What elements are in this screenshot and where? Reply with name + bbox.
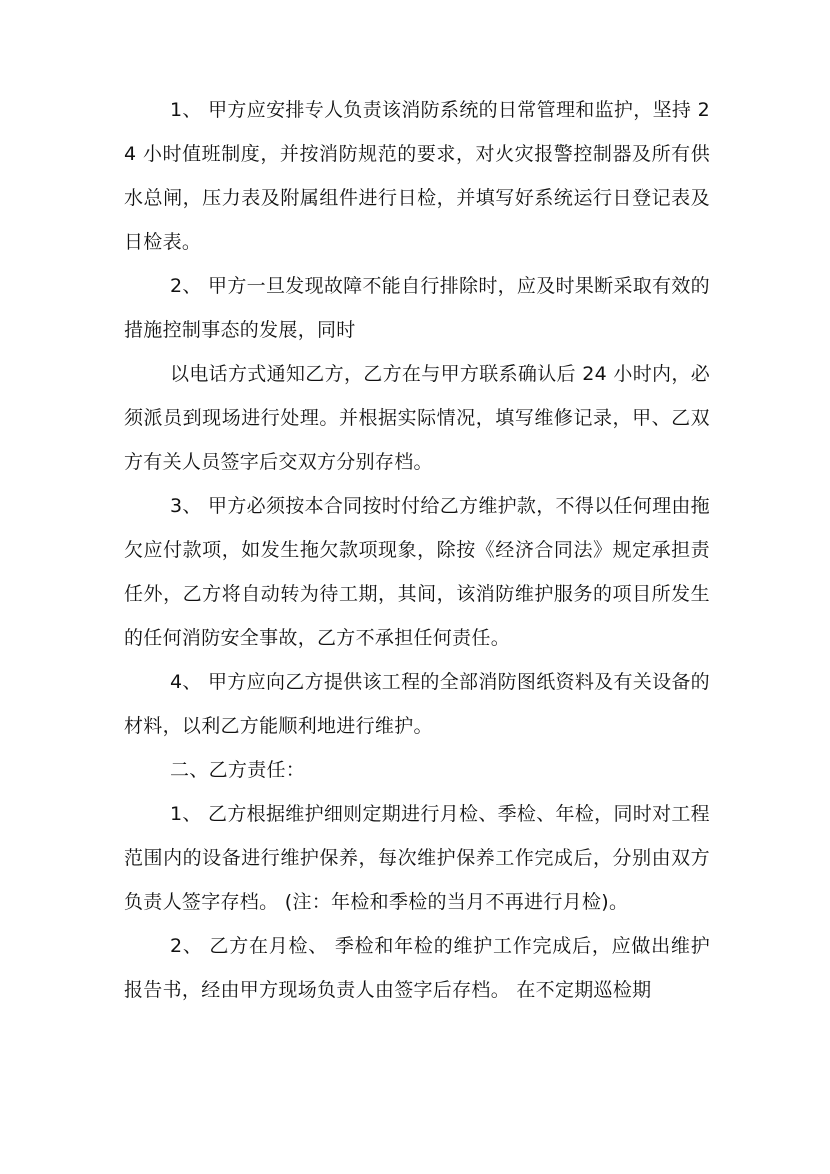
- paragraph-party-a-duty-1: 1、 甲方应安排专人负责该消防系统的日常管理和监护，坚持 24 小时值班制度，并按消防规范的要求，对火灾报警控制器及所有供水总闸，压力表及附属组件进行日检，并填写好系统运行日登记表及日检表。: [124, 99, 710, 253]
- paragraph-party-a-duty-2: 2、 甲方一旦发现故障不能自行排除时，应及时果断采取有效的措施控制事态的发展，同时: [124, 275, 710, 341]
- paragraph-party-a-duty-4: 4、 甲方应向乙方提供该工程的全部消防图纸资料及有关设备的材料，以利乙方能顺利地进行维护。: [124, 671, 710, 737]
- paragraph-party-a-duty-2-continued: 以电话方式通知乙方，乙方在与甲方联系确认后 24 小时内，必须派员到现场进行处理。并根据实际情况，填写维修记录，甲、乙双方有关人员签字后交双方分别存档。: [124, 363, 710, 473]
- paragraph-party-b-duty-1: 1、 乙方根据维护细则定期进行月检、季检、年检，同时对工程范围内的设备进行维护保养，每次维护保养工作完成后，分别由双方负责人签字存档。 (注：年检和季检的当月不再进行月检)。: [124, 803, 710, 913]
- section-heading-party-b: 二、乙方责任：: [170, 759, 306, 781]
- paragraph-party-a-duty-3: 3、 甲方必须按本合同按时付给乙方维护款，不得以任何理由拖欠应付款项，如发生拖欠款项现象，除按《经济合同法》规定承担责任外，乙方将自动转为待工期，其间，该消防维护服务的项目所发生的任何消防安全事故，乙方不承担任何责任。: [124, 495, 710, 649]
- paragraph-party-b-duty-2: 2、 乙方在月检、 季检和年检的维护工作完成后，应做出维护报告书，经由甲方现场负责人由签字后存档。 在不定期巡检期: [124, 935, 710, 1001]
- document-body: [124, 88, 710, 1012]
